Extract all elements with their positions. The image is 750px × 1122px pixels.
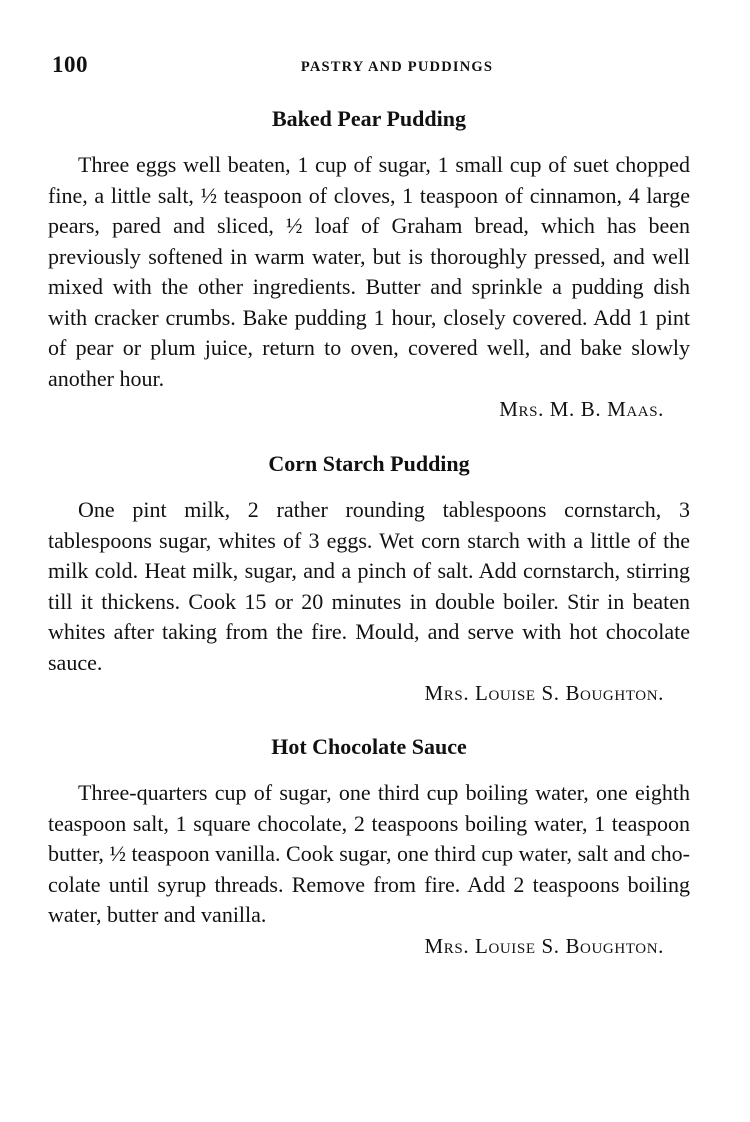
recipe-attribution: Mrs. Louise S. Boughton. [424, 933, 664, 958]
recipe-body: One pint milk, 2 rather rounding tablespoons cornstarch, 3 tablespoons sugar, whites of 3 eggs. Wet corn starch with a little of the milk cold. Heat milk, sugar, and a pinch of salt. Add cornstarch, stirring till it thickens. Cook 15 or 20 minutes in double boiler. Stir in beaten whites after taking from the fire. Mould, and serve with hot chocolate sauce. [48, 497, 690, 675]
recipe-corn-starch-pudding [48, 449, 690, 708]
recipe-title: Corn Starch Pudding [268, 451, 470, 476]
recipe-body: Three eggs well beaten, 1 cup of sugar, 1 small cup of suet chopped fine, a little salt, ½ teaspoon of cloves, 1 teaspoon of cinnamon, 4 large pears, pared and sliced, ½ loaf of Graham bread, which has been previously softened in warm water, but is thoroughly pressed, and well mixed with the other ingredients. Butter and sprinkle a pudding dish with cracker crumbs. Bake pudding 1 hour, closely covered. Add 1 pint of pear or plum juice, return to oven, covered well, and bake slowly another hour. [48, 152, 690, 391]
recipe-body: Three-quarters cup of sugar, one third cup boiling water, one eighth teaspoon salt, 1 square chocolate, 2 teaspoons boiling water, 1 teaspoon butter, ½ teaspoon vanilla. Cook sugar, one third cup water, salt and chocolate until syrup threads. Remove from fire. Add 2 teaspoons boiling water, butter and vanilla. [48, 780, 690, 927]
running-header [48, 52, 690, 84]
recipe-hot-chocolate-sauce [48, 732, 690, 961]
recipe-baked-pear-pudding [48, 104, 690, 424]
book-page [48, 52, 690, 961]
recipe-attribution: Mrs. M. B. Maas. [499, 397, 664, 421]
running-title: PASTRY AND PUDDINGS [300, 59, 494, 75]
recipe-title: Hot Chocolate Sauce [271, 734, 467, 759]
recipe-title: Baked Pear Pudding [272, 106, 466, 131]
recipe-attribution: Mrs. Louise S. Boughton. [424, 681, 664, 705]
page-number: 100 [52, 52, 88, 77]
